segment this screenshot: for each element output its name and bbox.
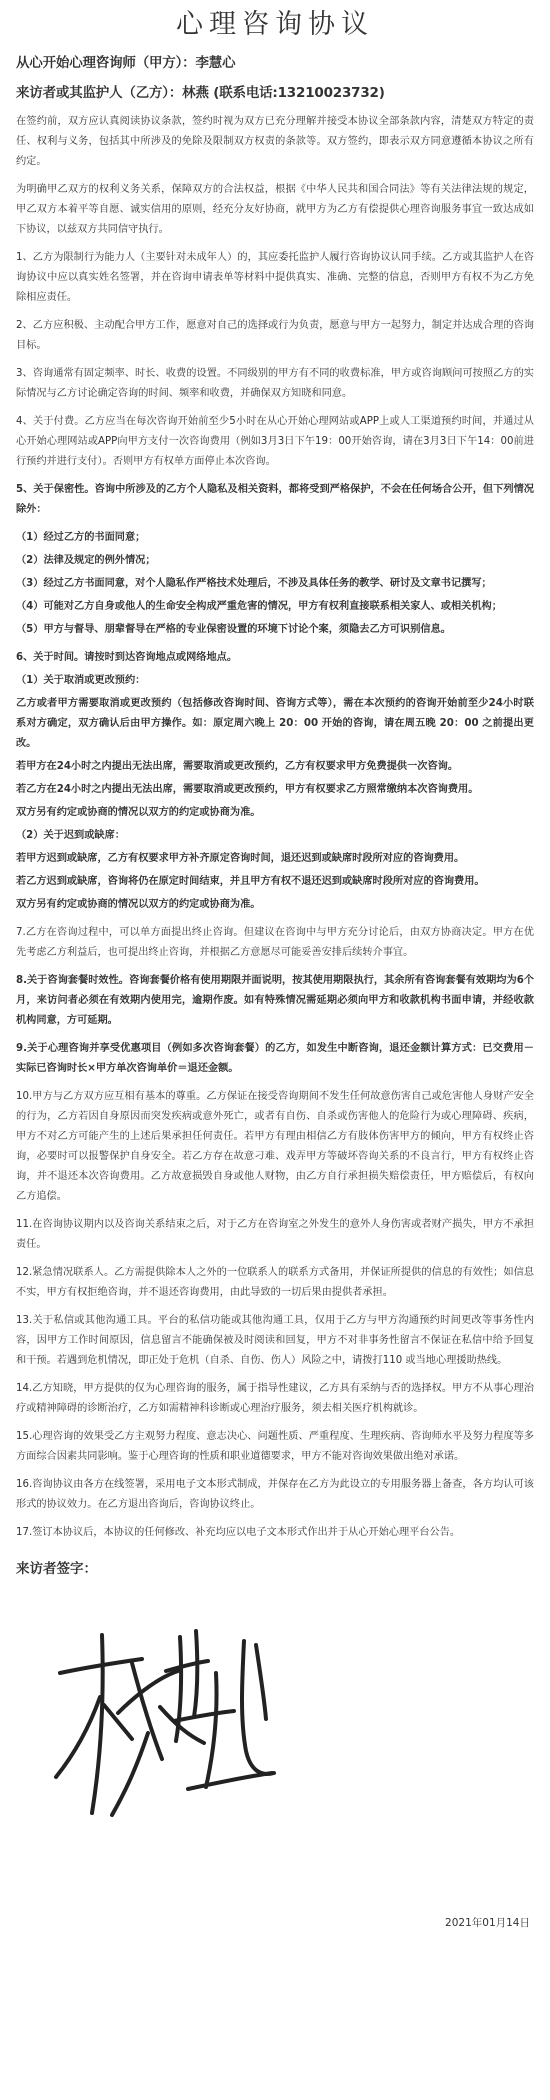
clause-paragraph (16, 849, 534, 869)
clause-paragraph (16, 1475, 534, 1515)
clause-text: 15.心理咨询的效果受乙方主观努力程度、意志决心、问题性质、严重程度、生理疾病、咨询师水平及努力程度等多方面综合因素共同影响。鉴于心理咨询的性质和职业道德要求，甲方不能对咨询效果做出绝对承诺。 (16, 1431, 534, 1462)
clause-paragraph (16, 1087, 534, 1207)
clause-paragraph (16, 1039, 534, 1079)
clause-text: 在签约前，双方应认真阅读协议条款，签约时视为双方已充分理解并接受本协议全部条款内容，清楚双方特定的责任、权利与义务，包括其中所涉及的免除及限制双方权责的条款等。双方签约，即表示双方同意遵循本协议之所有约定。 (16, 116, 534, 167)
clause-text-bold: 8.关于咨询套餐时效性。咨询套餐价格有使用期限并面说明，按其使用期限执行，其余所有咨询套餐有效期均为6个月，来访问者必须在有效期内使用完，逾期作废。如有特殊情况需延期必须向甲方和收款机构书面申请，并经收款机构同意，方可延期。 (16, 975, 534, 1026)
agreement-body (16, 112, 534, 1543)
clause-text-bold: （3）经过乙方书面同意，对个人隐私作严格技术处理后，不涉及具体任务的教学、研讨及文章书记撰写； (16, 578, 492, 589)
clause-text: 为明确甲乙双方的权利义务关系，保障双方的合法权益，根据《中华人民共和国合同法》等有关法律法规的规定，甲乙双方本着平等自愿、诚实信用的原则，经充分友好协商，就甲方为乙方有偿提供心理咨询服务事宜一致达成如下协议，以兹双方共同信守执行。 (16, 184, 534, 235)
clause-paragraph (16, 364, 534, 404)
clause-text: 10.甲方与乙方双方应互相有基本的尊重。乙方保证在接受咨询期间不发生任何故意伤害自己或危害他人身财产安全的行为，乙方若因自身原因而突发疾病或意外死亡，或者有自伤、自杀或伤害他人的危险行为或心理障碍、疾病，甲方不对乙方可能产生的上述后果承担任何责任。若甲方有理由相信乙方有肢体伤害甲方的倾向，甲方有权终止咨询，必要时可以报警保护自身安全。若乙方存在故意刁难、戏弄甲方等破坏咨询关系的不良言行，甲方有权终止咨询，并不退还本次咨询费用。乙方故意损毁自身或他人财物，由乙方自行承担损失赔偿责任，甲方赔偿后，有权向乙方追偿。 (16, 1091, 534, 1202)
clause-paragraph (16, 694, 534, 754)
clause-paragraph (16, 1311, 534, 1371)
clause-text-bold: （4）可能对乙方自身或他人的生命安全构成严重危害的情况，甲方有权利直接联系相关家人、或相关机构； (16, 601, 502, 612)
clause-text-bold: 若甲方在24小时之内提出无法出席，需要取消或更改预约，乙方有权要求甲方免费提供一次咨询。 (16, 761, 459, 772)
signature-area (16, 1577, 534, 1877)
clause-text-bold: 双方另有约定或协商的情况以双方的约定或协商为准。 (16, 807, 261, 818)
signing-date: 2021年01月14日 (445, 1917, 530, 1929)
clause-text-bold: （2）法律及规定的例外情况； (16, 555, 156, 566)
visitor-signature-label: 来访者签字： (16, 1561, 97, 1577)
clause-paragraph (16, 648, 534, 668)
clause-text-bold: （2）关于迟到或缺席： (16, 830, 125, 841)
clause-paragraph (16, 1215, 534, 1255)
clause-text-bold: （1）关于取消或更改预约： (16, 675, 146, 686)
clause-paragraph (16, 923, 534, 963)
clause-paragraph (16, 895, 534, 915)
clause-paragraph (16, 826, 534, 846)
clause-text: 4、关于付费。乙方应当在每次咨询开始前至少5小时在从心开始心理网站或APP上或人工渠道预约时间，并通过从心开始心理网站或APP向甲方支付一次咨询费用（例如3月3日下午19：00开始咨询，请在3月3日下午14：00前进行预约并进行支付）。否则甲方有权单方面停止本次咨询。 (16, 416, 534, 467)
clause-paragraph (16, 480, 534, 520)
clause-paragraph (16, 971, 534, 1031)
clause-text-bold: 6、关于时间。请按时到达咨询地点或网络地点。 (16, 652, 238, 663)
clause-text: 17.签订本协议后，本协议的任何修改、补充均应以电子文本形式作出并于从心开始心理平台公告。 (16, 1527, 461, 1538)
clause-text: 12.紧急情况联系人。乙方需提供除本人之外的一位联系人的联系方式备用，并保证所提供的信息的有效性；如信息不实，甲方有权拒绝咨询，并不退还咨询费用，由此导致的一切后果由提供者承担。 (16, 1267, 534, 1298)
clause-text-bold: 5、关于保密性。咨询中所涉及的乙方个人隐私及相关资料，都将受到严格保护，不会在任何场合公开，但下列情况除外： (16, 484, 534, 515)
clause-paragraph (16, 1427, 534, 1467)
clause-text: 14.乙方知晓，甲方提供的仅为心理咨询的服务，属于指导性建议，乙方具有采纳与否的选择权。甲方不从事心理治疗或精神障碍的诊断治疗，乙方如需精神科诊断或心理治疗服务，须去相关医疗机构就诊。 (16, 1383, 534, 1414)
clause-paragraph (16, 180, 534, 240)
clause-text-bold: 若甲方迟到或缺席，乙方有权要求甲方补齐原定咨询时间，退还迟到或缺席时段所对应的咨询费用。 (16, 853, 465, 864)
clause-paragraph (16, 248, 534, 308)
clause-paragraph (16, 316, 534, 356)
clause-text-bold: 若乙方在24小时之内提出无法出席，需要取消或更改预约，甲方有权要求乙方照常缴纳本次咨询费用。 (16, 784, 479, 795)
party-a-line: 从心开始心理咨询师（甲方）：李慧心 (16, 55, 236, 71)
clause-text: 11.在咨询协议期内以及咨询关系结束之后，对于乙方在咨询室之外发生的意外人身伤害或者财产损失，甲方不承担责任。 (16, 1219, 534, 1250)
clause-paragraph (16, 528, 534, 548)
handwritten-signature (48, 1601, 288, 1851)
clause-paragraph (16, 597, 534, 617)
clause-text-bold: 乙方或者甲方需要取消或更改预约（包括修改咨询时间、咨询方式等），需在本次预约的咨询开始前至少24小时联系对方确定，双方确认后由甲方操作。如：原定周六晚上 20：00 开始的咨询，请在周五晚 20：00 之前提出更改。 (16, 698, 534, 749)
clause-paragraph (16, 1263, 534, 1303)
clause-paragraph (16, 620, 534, 640)
clause-paragraph (16, 671, 534, 691)
clause-text: 1、乙方为限制行为能力人（主要针对未成年人）的，其应委托监护人履行咨询协议认同手续。乙方或其监护人在咨询协议中应以真实姓名签署，并在咨询申请表单等材料中提供真实、准确、完整的信息，否则甲方有权不为乙方免除相应责任。 (16, 252, 534, 303)
clause-paragraph (16, 574, 534, 594)
clause-text: 3、咨询通常有固定频率、时长、收费的设置。不同级别的甲方有不同的收费标准，甲方或咨询顾问可按照乙方的实际情况与乙方讨论确定咨询的时间、频率和收费，并确保双方知晓和同意。 (16, 368, 534, 399)
clause-paragraph (16, 872, 534, 892)
party-b-line: 来访者或其监护人（乙方）：林燕 (联系电话:13210023732) (16, 85, 385, 101)
clause-text-bold: 9.关于心理咨询并享受优惠项目（例如多次咨询套餐）的乙方，如发生中断咨询，退还金额计算方式：已交费用－实际已咨询时长×甲方单次咨询单价＝退还金额。 (16, 1043, 534, 1074)
clause-text-bold: 双方另有约定或协商的情况以双方的约定或协商为准。 (16, 899, 261, 910)
clause-paragraph (16, 551, 534, 571)
clause-paragraph (16, 412, 534, 472)
clause-paragraph (16, 780, 534, 800)
clause-text: 7.乙方在咨询过程中，可以单方面提出终止咨询。但建议在咨询中与甲方充分讨论后，由双方协商决定。甲方在优先考虑乙方利益后，也可提出终止咨询，并根据乙方意愿尽可能妥善安排后续转介事宜。 (16, 927, 534, 958)
clause-text-bold: （5）甲方与督导、朋辈督导在严格的专业保密设置的环境下讨论个案，须隐去乙方可识别信息。 (16, 624, 451, 635)
clause-text: 13.关于私信或其他沟通工具。平台的私信功能或其他沟通工具，仅用于乙方与甲方沟通预约时间更改等事务性内容，因甲方工作时间原因，信息留言不能确保被及时阅读和回复，甲方不对非事务性留言不保证在私信中给予回复和干预。若遇到危机情况，即正处于危机（自杀、自伤、伤人）风险之中，请拨打110 或当地心理援助热线。 (16, 1315, 534, 1366)
clause-text-bold: 若乙方迟到或缺席，咨询将仍在原定时间结束，并且甲方有权不退还迟到或缺席时段所对应的咨询费用。 (16, 876, 485, 887)
clause-paragraph (16, 112, 534, 172)
clause-text: 2、乙方应积极、主动配合甲方工作，愿意对自己的选择或行为负责，愿意与甲方一起努力，制定并达成合理的咨询目标。 (16, 320, 534, 351)
clause-paragraph (16, 803, 534, 823)
clause-paragraph (16, 757, 534, 777)
clause-text: 16.咨询协议由各方在线签署，采用电子文本形式制成，并保存在乙方为此设立的专用服务器上备查，各方均认可该形式的协议效力。在乙方退出咨询后，咨询协议终止。 (16, 1479, 534, 1510)
clause-text-bold: （1）经过乙方的书面同意； (16, 532, 146, 543)
clause-paragraph (16, 1379, 534, 1419)
clause-paragraph (16, 1523, 534, 1543)
page-title: 心理咨询协议 (176, 9, 374, 40)
